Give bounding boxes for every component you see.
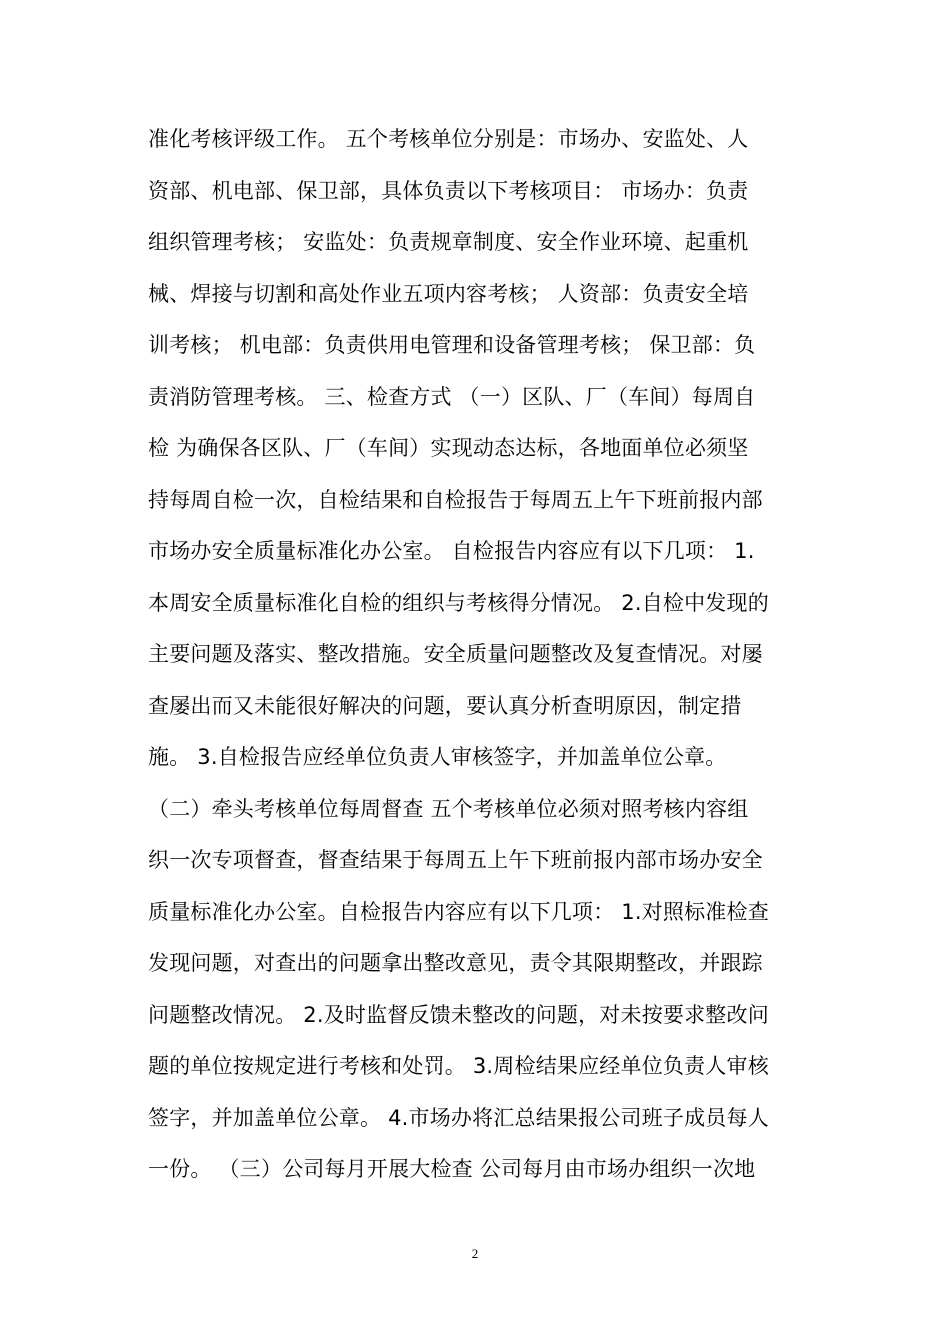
text-line-5: 训考核； 机电部：负责供用电管理和设备管理考核； 保卫部：负 (148, 333, 756, 357)
text-line-6: 责消防管理考核。 三、检查方式 （一）区队、厂（车间）每周自 (148, 384, 756, 409)
page-number: 2 (471, 1246, 479, 1261)
text-line-10: 本周安全质量标准化自检的组织与考核得分情况。 2.自检中发现的 (148, 590, 769, 615)
text-line-11: 主要问题及落实、整改措施。安全质量问题整改及复查情况。对屡 (148, 642, 763, 666)
body-text (148, 114, 808, 1196)
text-line-13: 施。 3.自检报告应经单位负责人审核签字，并加盖单位公章。 (148, 745, 727, 769)
text-line-17: 发现问题，对查出的问题拿出整改意见，责令其限期整改，并跟踪 (148, 951, 763, 975)
text-line-16: 质量标准化办公室。自检报告内容应有以下几项： 1.对照标准检查 (148, 899, 769, 924)
text-line-15: 织一次专项督查，督查结果于每周五上午下班前报内部市场办安全 (148, 848, 763, 872)
text-line-9: 市场办安全质量标准化办公室。 自检报告内容应有以下几项： 1. (148, 539, 755, 563)
text-line-3: 组织管理考核； 安监处：负责规章制度、安全作业环境、起重机 (148, 230, 749, 254)
text-line-21: 一份。 （三）公司每月开展大检查 公司每月由市场办组织一次地 (148, 1157, 756, 1181)
text-line-19: 题的单位按规定进行考核和处罚。 3.周检结果应经单位负责人审核 (148, 1054, 769, 1078)
text-line-8: 持每周自检一次，自检结果和自检报告于每周五上午下班前报内部 (148, 487, 763, 512)
text-line-14: （二）牵头考核单位每周督查 五个考核单位必须对照考核内容组 (148, 796, 749, 821)
text-line-20: 签字，并加盖单位公章。 4.市场办将汇总结果报公司班子成员每人 (148, 1105, 769, 1130)
text-line-7: 检 为确保各区队、厂（车间）实现动态达标，各地面单位必须坚 (148, 436, 749, 460)
text-line-4: 械、焊接与切割和高处作业五项内容考核； 人资部：负责安全培 (148, 281, 749, 306)
text-line-2: 资部、机电部、保卫部，具体负责以下考核项目： 市场办：负责 (148, 178, 749, 203)
text-line-12: 查屡出而又未能很好解决的问题，要认真分析查明原因，制定措 (148, 693, 742, 718)
text-line-1: 准化考核评级工作。 五个考核单位分别是：市场办、安监处、人 (148, 127, 749, 151)
text-line-18: 问题整改情况。 2.及时监督反馈未整改的问题，对未按要求整改问 (148, 1002, 769, 1027)
